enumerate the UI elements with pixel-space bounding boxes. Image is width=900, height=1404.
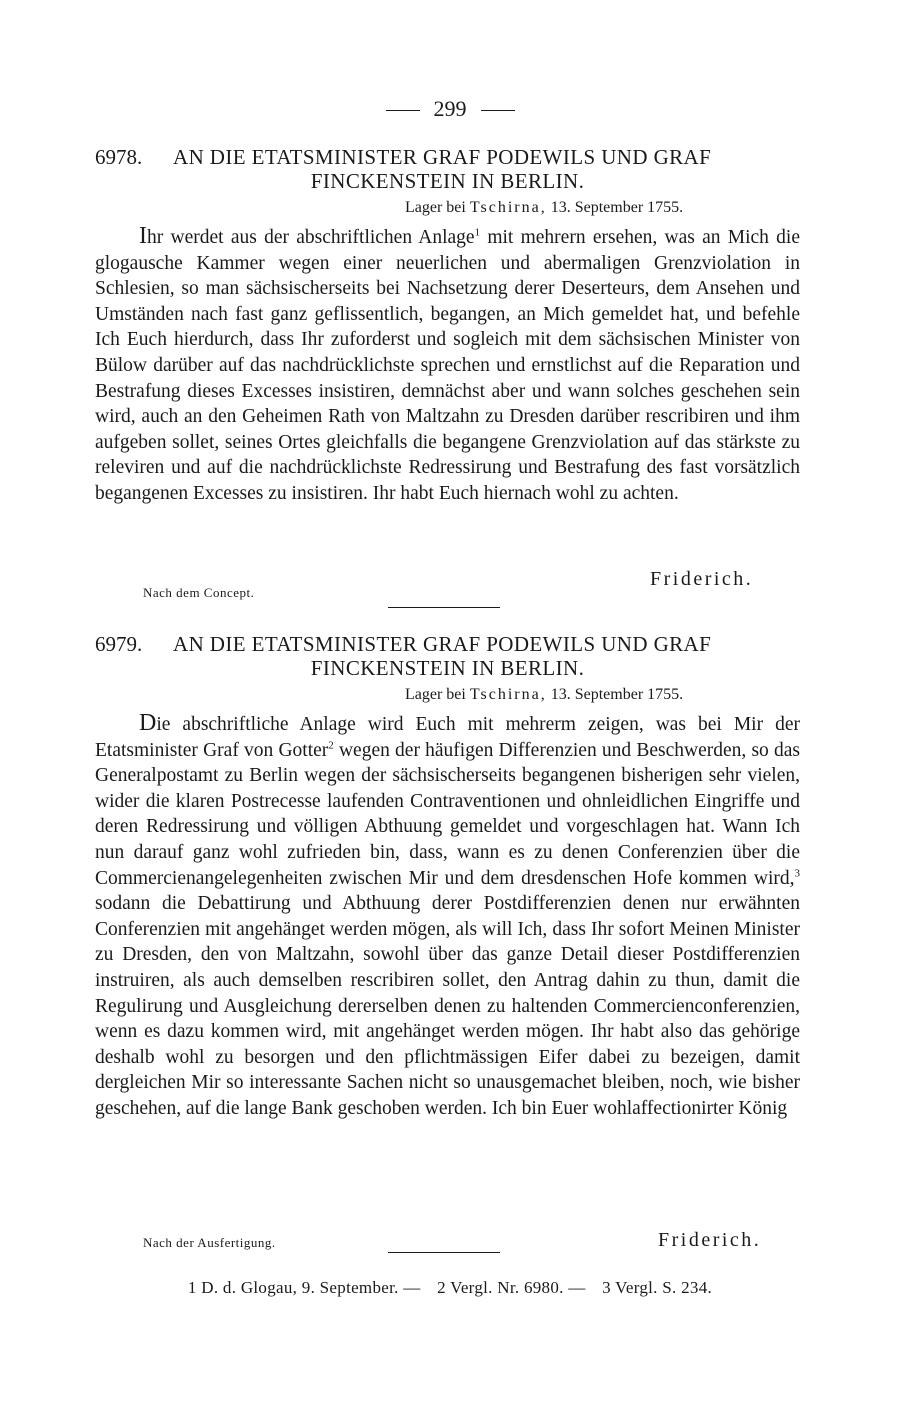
page-number-dash-right [481,110,515,111]
source-note-6978: Nach dem Concept. [143,585,255,600]
section-divider [388,607,500,608]
entry-title-line2: FINCKENSTEIN IN BERLIN. [310,656,585,680]
entry-heading-6979 [95,632,800,680]
dateline-prefix: Lager bei [405,686,466,703]
signature-6979: Friderich. [658,1229,762,1251]
page-number-line [0,96,900,122]
body-text: wegen der häufigen Differenzien und Beschwerden, so das Generalpostamt zu Berlin wegen der sächsischerseits begangenen bisherigen sehr vielen, wider die klaren Postrecesse laufenden Contraventionen und ohnleidlichen Eingriffe und deren Redressirung und völligen Abthuung gemeldet und vorgeschlagen hat. Wann Ich nun darauf ganz wohl zufrieden bin, dass, wann es zu denen Conferenzien über die Commercienangelegenheiten zwischen Mir und dem dresdenschen Hofe kommen wird, [95,739,800,889]
letter-body-6979 [95,711,800,1122]
dateline-6979 [405,686,683,704]
entry-number: 6979. [95,632,143,656]
footnote-1: 1 D. d. Glogau, 9. September. — [187,1278,421,1297]
dateline-prefix: Lager bei [405,199,466,216]
letter-body-6978 [95,224,800,507]
body-text: ie abschriftliche Anlage wird Euch mit mehrerm zeigen, was bei Mir der Etatsminister Graf von Gotter [95,714,800,761]
initial-letter: I [139,223,147,249]
signature-6978: Friderich. [650,568,754,590]
footnote-2: 2 Vergl. Nr. 6980. — [437,1278,586,1297]
entry-heading-6978 [95,145,800,193]
entry-title-line1: AN DIE ETATSMINISTER GRAF PODEWILS UND GRAF [173,632,712,656]
page-number: 299 [433,96,467,121]
source-note-6979: Nach der Ausfertigung. [143,1235,276,1250]
letter-paragraph [95,711,800,1122]
dateline-place: Tschirna, [469,686,547,703]
entry-number: 6978. [95,145,143,169]
body-text: mit mehrern ersehen, was an Mich die glogausche Kammer wegen einer neuerlichen und abermaligen Grenzviolation in Schlesien, so man sächsischerseits bei Nachsetzung derer Deserteurs, dem Ansehen und Umständen nach fast ganz geflissentlich, begangen, an Mich gemeldet hat, und befehle Ich Euch hierdurch, dass Ihr zuforderst und sogleich mit dem sächsischen Minister von Bülow darüber auf das nachdrücklichste sprechen und ernstlichst auf die Reparation und Bestrafung dieses Excesses insistiren, demnächst aber und wann solches geschehen sein wird, auch an den Geheimen Rath von Maltzahn zu Dresden darüber rescribiren und ihm aufgeben sollet, seines Ortes gleichfalls die begangene Grenzviolation auf das stärkste zu releviren und auf die nachdrücklichste Redressirung und Bestrafung des fast vorsätzlich begangenen Excesses zu insistiren. Ihr habt Euch hiernach wohl zu achten. [95,227,801,504]
dateline-place: Tschirna, [469,199,547,216]
entry-title-line2: FINCKENSTEIN IN BERLIN. [310,169,585,193]
initial-letter: D [139,710,157,736]
footnote-3: 3 Vergl. S. 234. [602,1278,713,1297]
entry-title-line1: AN DIE ETATSMINISTER GRAF PODEWILS UND GRAF [173,145,712,169]
footnotes [0,1278,900,1298]
footnote-ref: 1 [474,226,481,239]
dateline-date: 13. September 1755. [550,686,684,703]
footnote-ref: 2 [328,739,334,752]
dateline-date: 13. September 1755. [550,199,684,216]
letter-paragraph [95,224,800,507]
footnote-ref: 3 [794,867,800,880]
body-text: hr werdet aus der abschriftlichen Anlage [147,227,475,248]
section-divider [388,1252,500,1253]
page-number-dash-left [386,110,420,111]
dateline-6978 [405,199,683,217]
body-text: sodann die Debattirung und Abthuung derer Postdifferenzien denen nur erwähnten Conferenzien mit angehänget werden mögen, als will Ich, dass Ihr sofort Meinen Minister zu Dresden, den von Maltzahn, sowohl über das ganze Detail dieser Postdifferenzien instruiren, als auch demselben rescribiren sollet, den Antrag dahin zu thun, damit die Regulirung und Ausgleichung dererselben denen zu haltenden Commercienconferenzien, wenn es dazu kommen wird, mit angehänget werden mögen. Ihr habt also das gehörige deshalb wohl zu besorgen und den pflichtmässigen Eifer dabei zu bezeigen, damit dergleichen Mir so interessante Sachen nicht so unausgemachet bleiben, noch, wie bisher geschehen, auf die lange Bank geschoben werden. Ich bin Euer wohlaffectionirter König [95,893,800,1119]
